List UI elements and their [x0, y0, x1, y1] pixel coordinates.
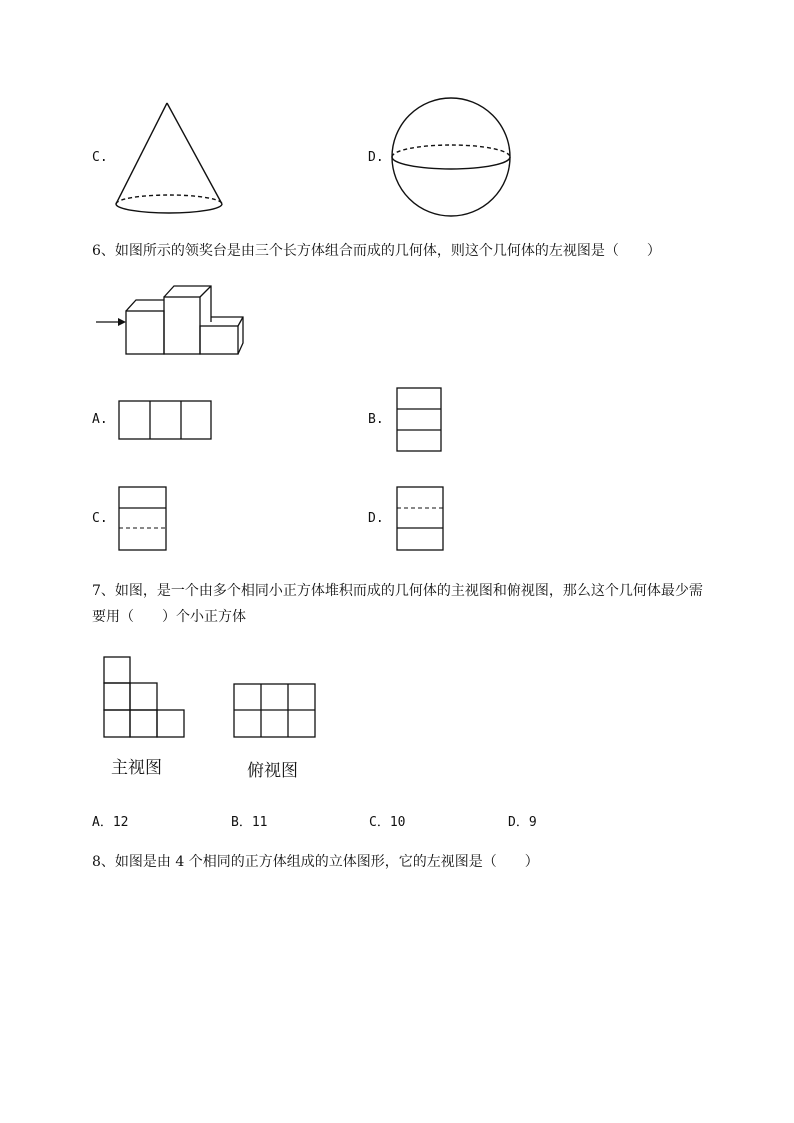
q7-option-a: A．12	[92, 815, 129, 830]
question-6-text: 6、如图所示的领奖台是由三个长方体组合而成的几何体，则这个几何体的左视图是（ ）	[92, 243, 661, 259]
front-view-caption: 主视图	[111, 758, 162, 778]
question-8-text: 8、如图是由 4 个相同的正方体组成的立体图形，它的左视图是（ ）	[92, 854, 539, 870]
q7-option-d: D．9	[508, 815, 537, 830]
q6-option-b-label: B.	[368, 412, 384, 427]
q7-option-c: C．10	[369, 815, 406, 830]
question-7-text-line2: 要用（ ）个小正方体	[92, 609, 246, 625]
q6-option-a-label: A.	[92, 412, 108, 427]
q6-option-c-label: C.	[92, 511, 108, 526]
question-7-text-line1: 7、如图，是一个由多个相同小正方体堆积而成的几何体的主视图和俯视图，那么这个几何体最少需	[92, 583, 703, 599]
q7-option-b: B．11	[231, 815, 268, 830]
top-view-caption: 俯视图	[247, 761, 298, 781]
q6-option-d-label: D.	[368, 511, 384, 526]
q5-option-d-label: D.	[368, 150, 384, 165]
q5-option-c-label: C.	[92, 150, 108, 165]
